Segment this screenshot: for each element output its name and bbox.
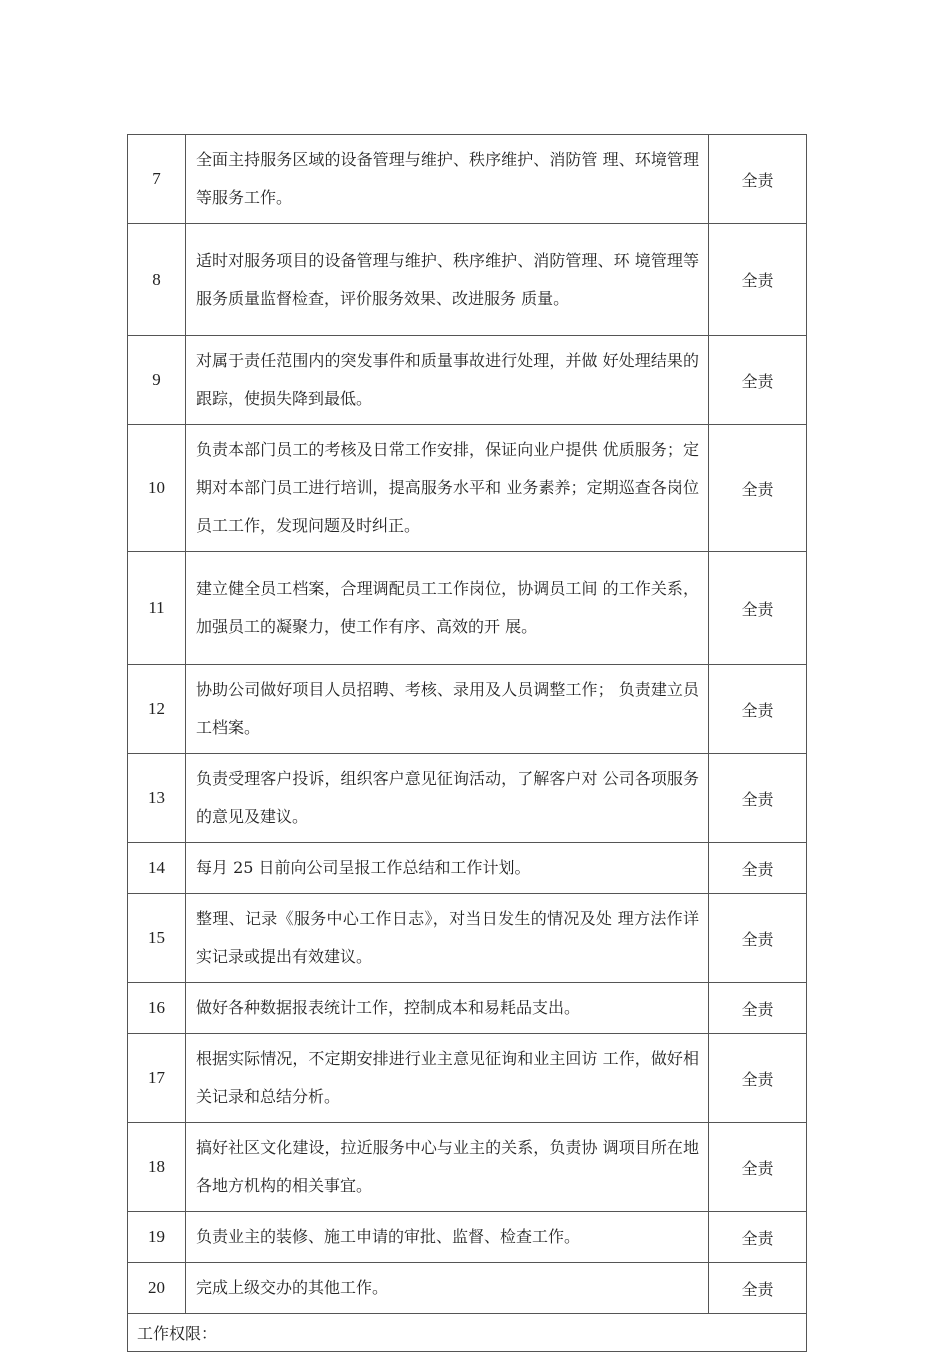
row-description: 做好各种数据报表统计工作，控制成本和易耗品支出。 — [186, 983, 709, 1034]
row-description: 适时对服务项目的设备管理与维护、秩序维护、消防管理、环 境管理等服务质量监督检查，评价服务效果、改进服务 质量。 — [186, 224, 709, 336]
row-responsibility: 全责 — [709, 1034, 807, 1123]
row-responsibility: 全责 — [709, 843, 807, 894]
row-responsibility: 全责 — [709, 665, 807, 754]
row-description: 根据实际情况，不定期安排进行业主意见征询和业主回访 工作，做好相关记录和总结分析。 — [186, 1034, 709, 1123]
row-number: 11 — [128, 552, 186, 665]
row-responsibility: 全责 — [709, 425, 807, 552]
row-description: 建立健全员工档案，合理调配员工工作岗位，协调员工间 的工作关系，加强员工的凝聚力，使工作有序、高效的开 展。 — [186, 552, 709, 665]
row-responsibility: 全责 — [709, 894, 807, 983]
row-description: 搞好社区文化建设，拉近服务中心与业主的关系，负责协 调项目所在地各地方机构的相关事宜。 — [186, 1123, 709, 1212]
row-description: 全面主持服务区域的设备管理与维护、秩序维护、消防管 理、环境管理等服务工作。 — [186, 135, 709, 224]
row-number: 17 — [128, 1034, 186, 1123]
table-row — [128, 843, 807, 894]
table-row — [128, 665, 807, 754]
row-description: 协助公司做好项目人员招聘、考核、录用及人员调整工作； 负责建立员工档案。 — [186, 665, 709, 754]
row-description: 整理、记录《服务中心工作日志》，对当日发生的情况及处 理方法作详实记录或提出有效建议。 — [186, 894, 709, 983]
row-number: 7 — [128, 135, 186, 224]
row-responsibility: 全责 — [709, 135, 807, 224]
row-number: 10 — [128, 425, 186, 552]
table-row — [128, 1034, 807, 1123]
row-number: 18 — [128, 1123, 186, 1212]
table-row — [128, 894, 807, 983]
row-number: 15 — [128, 894, 186, 983]
permissions-label: 工作权限： — [128, 1314, 807, 1352]
row-responsibility: 全责 — [709, 1212, 807, 1263]
table-row — [128, 1263, 807, 1314]
table-row — [128, 754, 807, 843]
row-responsibility: 全责 — [709, 224, 807, 336]
row-responsibility: 全责 — [709, 983, 807, 1034]
row-number: 14 — [128, 843, 186, 894]
row-number: 20 — [128, 1263, 186, 1314]
row-number: 12 — [128, 665, 186, 754]
row-number: 16 — [128, 983, 186, 1034]
row-description: 每月 25 日前向公司呈报工作总结和工作计划。 — [186, 843, 709, 894]
table-row — [128, 336, 807, 425]
row-number: 13 — [128, 754, 186, 843]
row-responsibility: 全责 — [709, 754, 807, 843]
duty-table — [127, 134, 807, 1352]
table-row — [128, 425, 807, 552]
row-responsibility: 全责 — [709, 1123, 807, 1212]
table-row — [128, 552, 807, 665]
row-responsibility: 全责 — [709, 1263, 807, 1314]
table-row — [128, 224, 807, 336]
row-number: 9 — [128, 336, 186, 425]
table-row — [128, 1123, 807, 1212]
row-description: 负责受理客户投诉，组织客户意见征询活动，了解客户对 公司各项服务的意见及建议。 — [186, 754, 709, 843]
row-number: 19 — [128, 1212, 186, 1263]
row-description: 负责本部门员工的考核及日常工作安排，保证向业户提供 优质服务；定期对本部门员工进行培训，提高服务水平和 业务素养；定期巡查各岗位员工工作，发现问题及时纠正。 — [186, 425, 709, 552]
row-description: 负责业主的装修、施工申请的审批、监督、检查工作。 — [186, 1212, 709, 1263]
row-description: 完成上级交办的其他工作。 — [186, 1263, 709, 1314]
row-responsibility: 全责 — [709, 336, 807, 425]
table-row — [128, 983, 807, 1034]
table-row — [128, 1212, 807, 1263]
row-number: 8 — [128, 224, 186, 336]
table-row — [128, 135, 807, 224]
row-description: 对属于责任范围内的突发事件和质量事故进行处理，并做 好处理结果的跟踪，使损失降到最低。 — [186, 336, 709, 425]
row-responsibility: 全责 — [709, 552, 807, 665]
table-row-permissions — [128, 1314, 807, 1352]
